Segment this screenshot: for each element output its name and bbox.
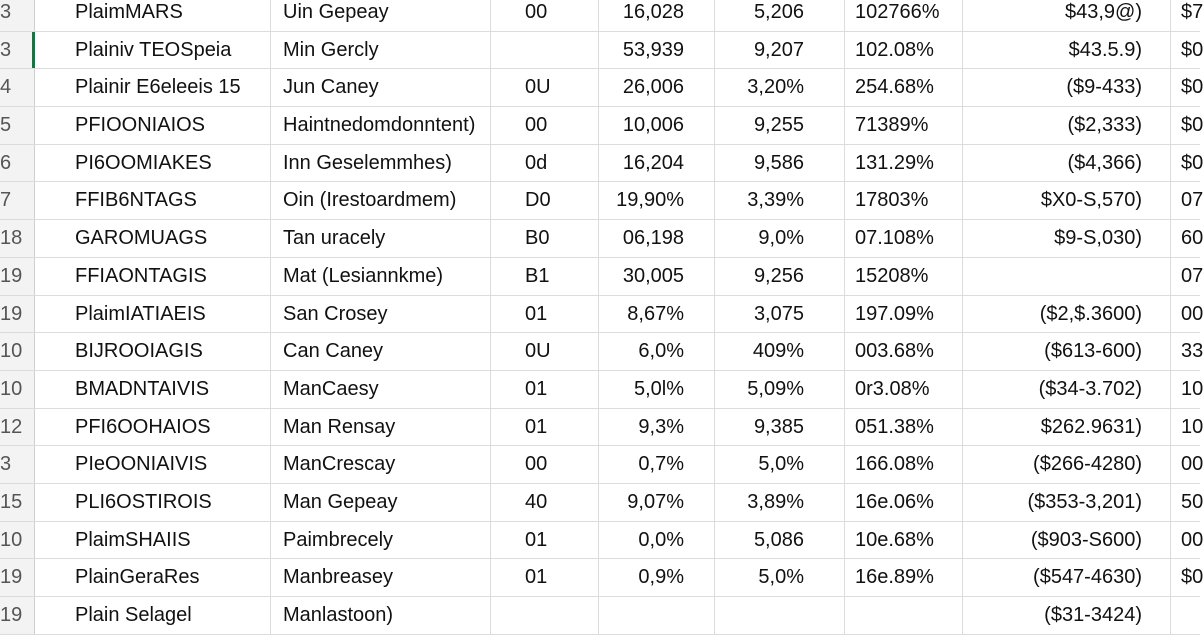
table-row xyxy=(0,522,1203,560)
cell-col-c[interactable]: 01 xyxy=(491,371,599,408)
cell-col-h[interactable]: $0 xyxy=(1181,114,1203,137)
cell-col-g[interactable]: ($31-3424) xyxy=(963,597,1171,634)
cell-col-f[interactable]: 166.08% xyxy=(845,446,963,483)
row-number-header[interactable]: 3 xyxy=(0,32,35,69)
cell-col-a[interactable]: PlainGeraRes xyxy=(35,559,271,596)
cell-col-a[interactable]: GAROMUAGS xyxy=(35,220,271,257)
cell-col-g[interactable]: ($903-S600) xyxy=(963,522,1171,559)
table-row xyxy=(0,145,1203,183)
cell-col-c[interactable]: 0U xyxy=(491,333,599,370)
cell-col-d[interactable]: 16,204 xyxy=(599,145,715,182)
cell-col-d[interactable]: 5,0l% xyxy=(599,371,715,408)
cell-col-c[interactable]: 01 xyxy=(491,296,599,333)
cell-col-c[interactable] xyxy=(491,597,599,634)
cell-col-e[interactable]: 9,207 xyxy=(715,32,845,69)
cell-col-f[interactable] xyxy=(845,597,963,634)
cell-col-b[interactable]: San Crosey xyxy=(271,296,491,333)
cell-col-e[interactable]: 3,20% xyxy=(715,69,845,106)
cell-col-b[interactable]: Manlastoon) xyxy=(271,597,491,634)
table-row xyxy=(0,107,1203,145)
cell-col-h[interactable]: 10 xyxy=(1181,415,1203,438)
cell-col-e[interactable]: 5,09% xyxy=(715,371,845,408)
cell-col-e[interactable]: 9,385 xyxy=(715,409,845,446)
cell-col-h[interactable]: $0 xyxy=(1181,151,1203,174)
row-number-header[interactable]: 6 xyxy=(0,145,35,182)
row-number-header[interactable]: 12 xyxy=(0,409,35,446)
cell-col-c[interactable]: 00 xyxy=(491,0,599,31)
cell-col-d[interactable]: 8,67% xyxy=(599,296,715,333)
cell-col-b[interactable]: Jun Caney xyxy=(271,69,491,106)
table-row xyxy=(0,296,1203,334)
table-row xyxy=(0,409,1203,447)
cell-col-a[interactable]: PlaimSHAIIS xyxy=(35,522,271,559)
cell-col-e[interactable]: 9,0% xyxy=(715,220,845,257)
row-number-header[interactable]: 18 xyxy=(0,220,35,257)
cell-col-h[interactable]: $7 xyxy=(1181,1,1203,23)
cell-col-d[interactable]: 10,006 xyxy=(599,107,715,144)
cell-col-b[interactable]: Haintnedomdonntent) xyxy=(271,107,491,144)
cell-col-b[interactable]: Uin Gepeay xyxy=(271,0,491,31)
cell-col-a[interactable]: PI6OOMIAKES xyxy=(35,145,271,182)
cell-col-c[interactable]: 0d xyxy=(491,145,599,182)
cell-col-e[interactable]: 5,0% xyxy=(715,446,845,483)
cell-col-a[interactable]: Plain Selagel xyxy=(35,597,271,634)
cell-col-g[interactable]: ($613-600) xyxy=(963,333,1171,370)
cell-col-c[interactable]: 01 xyxy=(491,522,599,559)
row-number-header[interactable]: 3 xyxy=(0,446,35,483)
cell-col-e[interactable]: 3,075 xyxy=(715,296,845,333)
table-row xyxy=(0,182,1203,220)
cell-col-a[interactable]: Plainir E6eleeis 15 xyxy=(35,69,271,106)
cell-col-g[interactable]: $X0-S,570) xyxy=(963,182,1171,219)
cell-col-g[interactable]: ($34-3.702) xyxy=(963,371,1171,408)
cell-col-g[interactable]: ($547-4630) xyxy=(963,559,1171,596)
cell-col-f[interactable]: 254.68% xyxy=(845,69,963,106)
table-row xyxy=(0,220,1203,258)
cell-col-b[interactable]: Mat (Lesiannkme) xyxy=(271,258,491,295)
table-row xyxy=(0,559,1203,597)
cell-col-h[interactable]: 50 xyxy=(1181,490,1203,513)
cell-col-g[interactable]: $43.5.9) xyxy=(963,32,1171,69)
cell-col-d[interactable]: 06,198 xyxy=(599,220,715,257)
cell-col-f[interactable]: 197.09% xyxy=(845,296,963,333)
cell-col-h[interactable]: 10 xyxy=(1181,377,1203,400)
cell-col-a[interactable]: PFI6OOHAIOS xyxy=(35,409,271,446)
cell-col-b[interactable]: Paimbrecely xyxy=(271,522,491,559)
cell-col-h[interactable]: 00 xyxy=(1181,528,1203,551)
cell-col-a[interactable]: BIJROOIAGIS xyxy=(35,333,271,370)
cell-col-a[interactable]: PFIOONIAIOS xyxy=(35,107,271,144)
cell-col-c[interactable]: B0 xyxy=(491,220,599,257)
row-number-header[interactable]: 10 xyxy=(0,333,35,370)
cell-col-d[interactable]: 6,0% xyxy=(599,333,715,370)
cell-col-f[interactable]: 10e.68% xyxy=(845,522,963,559)
table-row xyxy=(0,597,1200,635)
cell-col-d[interactable]: 26,006 xyxy=(599,69,715,106)
cell-col-a[interactable]: PlaimIATIAEIS xyxy=(35,296,271,333)
cell-col-d[interactable]: 0,0% xyxy=(599,522,715,559)
cell-col-c[interactable]: 00 xyxy=(491,446,599,483)
table-row xyxy=(0,0,1203,32)
cell-col-d[interactable]: 9,3% xyxy=(599,409,715,446)
cell-col-g[interactable] xyxy=(963,258,1171,295)
row-number-header[interactable]: 10 xyxy=(0,522,35,559)
cell-col-a[interactable]: FFIAONTAGIS xyxy=(35,258,271,295)
cell-col-a[interactable]: Plainiv TEOSpeia xyxy=(35,32,271,69)
cell-col-f[interactable]: 102766% xyxy=(845,0,963,31)
cell-col-c[interactable]: 01 xyxy=(491,409,599,446)
cell-col-g[interactable]: $43,9@) xyxy=(963,0,1171,31)
cell-col-b[interactable]: Oin (Irestoardmem) xyxy=(271,182,491,219)
cell-col-c[interactable] xyxy=(491,32,599,69)
cell-col-a[interactable]: BMADNTAIVIS xyxy=(35,371,271,408)
cell-col-d[interactable]: 53,939 xyxy=(599,32,715,69)
cell-col-e[interactable]: 9,255 xyxy=(715,107,845,144)
cell-col-c[interactable]: B1 xyxy=(491,258,599,295)
cell-col-a[interactable]: PIeOONIAIVIS xyxy=(35,446,271,483)
cell-col-e[interactable]: 409% xyxy=(715,333,845,370)
row-number-header[interactable]: 7 xyxy=(0,182,35,219)
cell-col-b[interactable]: Min Gercly xyxy=(271,32,491,69)
cell-col-f[interactable]: 051.38% xyxy=(845,409,963,446)
cell-col-g[interactable]: $262.9631) xyxy=(963,409,1171,446)
cell-col-g[interactable]: ($4,366) xyxy=(963,145,1171,182)
cell-col-e[interactable]: 9,256 xyxy=(715,258,845,295)
cell-col-h[interactable]: 60 xyxy=(1181,227,1203,250)
row-number-header[interactable]: 3 xyxy=(0,0,35,31)
cell-col-e[interactable]: 3,89% xyxy=(715,484,845,521)
cell-col-c[interactable]: 0U xyxy=(491,69,599,106)
cell-col-g[interactable]: ($2,333) xyxy=(963,107,1171,144)
cell-col-f[interactable]: 15208% xyxy=(845,258,963,295)
table-row xyxy=(0,371,1203,409)
cell-col-d[interactable]: 30,005 xyxy=(599,258,715,295)
cell-col-c[interactable]: D0 xyxy=(491,182,599,219)
row-number-header[interactable]: 4 xyxy=(0,69,35,106)
table-row xyxy=(0,333,1203,371)
row-number-header[interactable]: 19 xyxy=(0,296,35,333)
table-row xyxy=(0,258,1203,296)
table-row xyxy=(0,69,1203,107)
cell-col-f[interactable]: 16e.06% xyxy=(845,484,963,521)
cell-col-g[interactable]: ($266-4280) xyxy=(963,446,1171,483)
cell-col-g[interactable]: ($353-3,201) xyxy=(963,484,1171,521)
cell-col-h[interactable]: 00 xyxy=(1181,453,1203,476)
cell-col-b[interactable]: Man Gepeay xyxy=(271,484,491,521)
cell-col-a[interactable]: PLI6OSTIROIS xyxy=(35,484,271,521)
cell-col-b[interactable]: Can Caney xyxy=(271,333,491,370)
cell-col-e[interactable]: 3,39% xyxy=(715,182,845,219)
cell-col-e[interactable] xyxy=(715,597,845,634)
cell-col-f[interactable]: 07.108% xyxy=(845,220,963,257)
cell-col-f[interactable]: 16e.89% xyxy=(845,559,963,596)
cell-col-h[interactable]: 07 xyxy=(1181,264,1203,287)
cell-col-e[interactable]: 5,0% xyxy=(715,559,845,596)
cell-col-c[interactable]: 00 xyxy=(491,107,599,144)
cell-col-b[interactable]: ManCrescay xyxy=(271,446,491,483)
cell-col-d[interactable]: 16,028 xyxy=(599,0,715,31)
cell-col-e[interactable]: 5,086 xyxy=(715,522,845,559)
cell-col-e[interactable]: 5,206 xyxy=(715,0,845,31)
table-row xyxy=(0,32,1203,70)
cell-col-g[interactable]: $9-S,030) xyxy=(963,220,1171,257)
row-number-header[interactable]: 5 xyxy=(0,107,35,144)
cell-col-a[interactable]: FFIB6NTAGS xyxy=(35,182,271,219)
cell-col-e[interactable]: 9,586 xyxy=(715,145,845,182)
cell-col-b[interactable]: Tan uracely xyxy=(271,220,491,257)
cell-col-h[interactable]: $0 xyxy=(1181,38,1203,61)
cell-col-d[interactable]: 0,7% xyxy=(599,446,715,483)
table-row xyxy=(0,484,1203,522)
cell-col-b[interactable]: Manbreasey xyxy=(271,559,491,596)
cell-col-c[interactable]: 01 xyxy=(491,559,599,596)
cell-col-d[interactable]: 9,07% xyxy=(599,484,715,521)
cell-col-f[interactable]: 17803% xyxy=(845,182,963,219)
cell-col-f[interactable]: 71389% xyxy=(845,107,963,144)
cell-col-g[interactable]: ($2,$.3600) xyxy=(963,296,1171,333)
cell-col-h[interactable]: $0 xyxy=(1181,566,1203,589)
cell-col-h[interactable]: 00 xyxy=(1181,302,1203,325)
row-number-header[interactable]: 19 xyxy=(0,258,35,295)
cell-col-h[interactable]: $0 xyxy=(1181,76,1203,99)
cell-col-f[interactable]: 102.08% xyxy=(845,32,963,69)
cell-col-f[interactable]: 0r3.08% xyxy=(845,371,963,408)
cell-col-d[interactable]: 0,9% xyxy=(599,559,715,596)
cell-col-f[interactable]: 003.68% xyxy=(845,333,963,370)
cell-col-h[interactable]: 33 xyxy=(1181,340,1203,363)
row-number-header[interactable]: 15 xyxy=(0,484,35,521)
cell-col-f[interactable]: 131.29% xyxy=(845,145,963,182)
cell-col-c[interactable]: 40 xyxy=(491,484,599,521)
table-row xyxy=(0,446,1203,484)
cell-col-b[interactable]: Man Rensay xyxy=(271,409,491,446)
cell-col-h[interactable]: 07 xyxy=(1181,189,1203,212)
cell-col-g[interactable]: ($9-433) xyxy=(963,69,1171,106)
cell-col-b[interactable]: ManCaesy xyxy=(271,371,491,408)
row-number-header[interactable]: 10 xyxy=(0,371,35,408)
cell-col-a[interactable]: PlaimMARS xyxy=(35,0,271,31)
row-number-header[interactable]: 19 xyxy=(0,559,35,596)
cell-col-b[interactable]: Inn Geselemmhes) xyxy=(271,145,491,182)
row-number-header[interactable]: 19 xyxy=(0,597,35,634)
cell-col-d[interactable] xyxy=(599,597,715,634)
cell-col-h[interactable] xyxy=(1171,597,1200,634)
cell-col-d[interactable]: 19,90% xyxy=(599,182,715,219)
